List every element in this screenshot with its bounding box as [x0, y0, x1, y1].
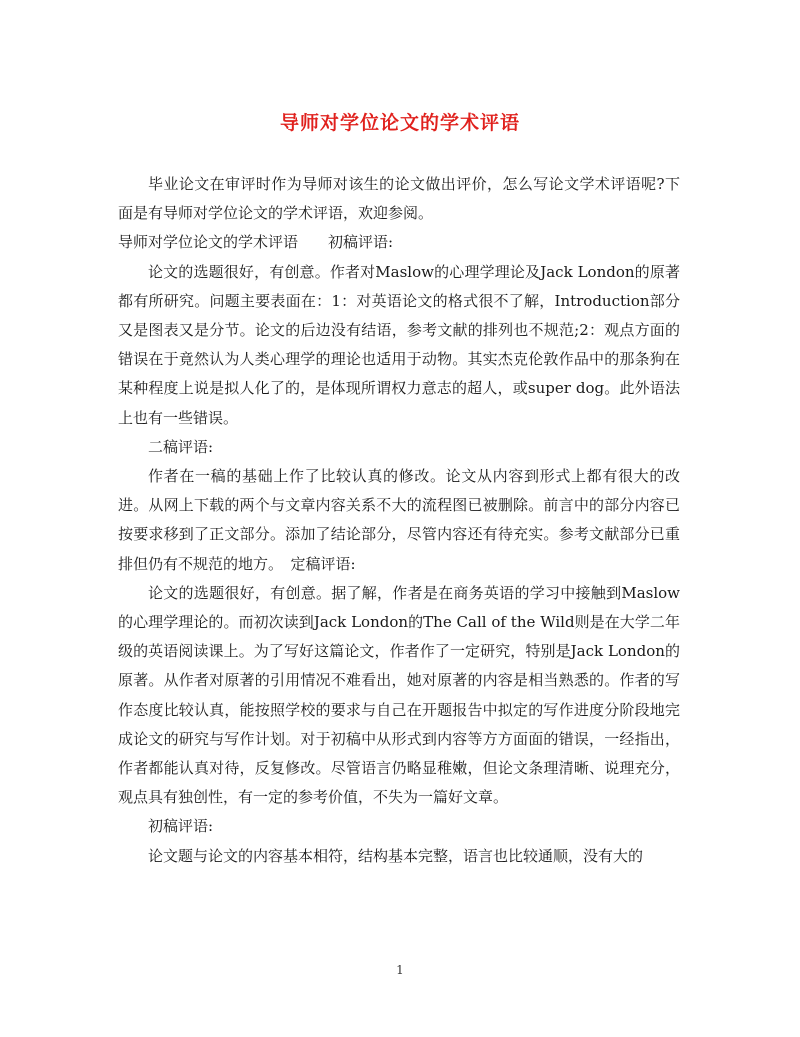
- final-draft-comment-paragraph: 论文的选题很好，有创意。据了解，作者是在商务英语的学习中接触到Maslow的心理学理论的。而初次读到Jack London的The Call of the Wild则是在大学二年级的英语阅读课上。为了写好这篇论文，作者作了一定研究，特别是Jack London的原著。从作者对原著的引用情况不难看出，她对原著的内容是相当熟悉的。作者的写作态度比较认真，能按照学校的要求与自己在开题报告中拟定的写作进度分阶段地完成论文的研究与写作计划。对于初稿中从形式到内容等方方面面的错误，一经指出，作者都能认真对待，反复修改。尽管语言仍略显稚嫩，但论文条理清晰、说理充分，观点具有独创性，有一定的参考价值，不失为一篇好文章。: [118, 583, 680, 807]
- first-draft-label: 初稿评语:: [148, 817, 214, 836]
- second-draft-comment-paragraph: 作者在一稿的基础上作了比较认真的修改。论文从内容到形式上都有很大的改进。从网上下载的两个与文章内容关系不大的流程图已被删除。前言中的部分内容已按要求移到了正文部分。添加了结论部分，尽管内容还有待充实。参考文献部分已重排但仍有不规范的地方。 定稿评语:: [118, 467, 680, 573]
- intro-paragraph: 毕业论文在审评时作为导师对该生的论文做出评价，怎么写论文学术评语呢?下面是有导师对学位论文的学术评语，欢迎参阅。: [118, 175, 680, 223]
- subtitle-line: 导师对学位论文的学术评语 初稿评语:: [118, 233, 394, 252]
- first-draft-comment-paragraph: 论文的选题很好，有创意。作者对Maslow的心理学理论及Jack London的原著都有所研究。问题主要表面在：1：对英语论文的格式很不了解，Introduction部分又是图表又是分节。论文的后边没有结语，参考文献的排列也不规范;2：观点方面的错误在于竟然认为人类心理学的理论也适用于动物。其实杰克伦敦作品中的那条狗在某种程度上说是拟人化了的，是体现所谓权力意志的超人，或super dog。此外语法上也有一些错误。: [118, 262, 680, 427]
- first-draft-comment-paragraph-2: 论文题与论文的内容基本相符，结构基本完整，语言也比较通顺，没有大的: [148, 846, 644, 865]
- second-draft-label: 二稿评语:: [148, 437, 214, 456]
- page-number: 1: [396, 963, 404, 977]
- document-title: 导师对学位论文的学术评语: [279, 112, 520, 134]
- document-body: [118, 170, 680, 871]
